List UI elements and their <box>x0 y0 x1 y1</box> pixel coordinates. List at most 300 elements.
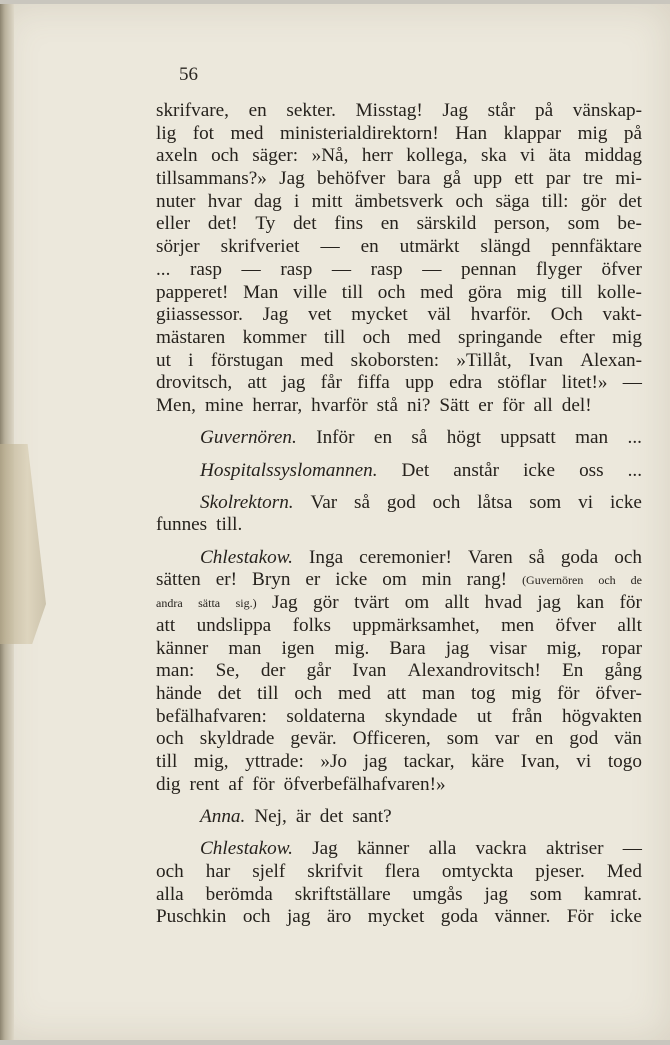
word: del! <box>561 394 592 416</box>
word: herrar, <box>252 394 303 416</box>
text-line <box>156 884 642 907</box>
word: soldaterna <box>286 705 366 727</box>
word: ceremonier! <box>359 546 452 568</box>
word: skrifvare, <box>156 100 229 121</box>
word: be- <box>617 213 642 235</box>
word: ut <box>156 349 171 371</box>
word: en <box>535 728 554 750</box>
word: Varen <box>467 546 513 568</box>
word: behöfver <box>317 168 386 190</box>
word: upp <box>405 372 434 394</box>
word: skrifveriet <box>220 236 300 258</box>
word: vi <box>520 145 536 167</box>
word: Ty <box>255 213 276 235</box>
word: vän <box>614 728 642 750</box>
word: Ivan <box>528 349 563 371</box>
word: och <box>156 728 184 750</box>
word: det! <box>207 213 238 235</box>
word: ministerialdirektorn! <box>279 122 439 144</box>
word: nuter <box>156 190 196 212</box>
word: att <box>247 372 267 394</box>
word: pjeser. <box>535 860 585 882</box>
word: och <box>455 190 484 212</box>
word: ska <box>481 145 507 167</box>
word: det <box>217 682 242 704</box>
word: sig.) <box>235 596 257 611</box>
text-line <box>156 615 642 638</box>
text-line <box>156 213 642 236</box>
paragraph-gap <box>156 796 642 806</box>
word: tillsammans?» <box>156 168 267 190</box>
bookmark-ribbon <box>0 444 46 644</box>
word: Men, <box>156 394 196 416</box>
word: er <box>305 569 321 591</box>
word: hände <box>156 682 202 704</box>
word: fiffa <box>357 372 390 394</box>
word: Det <box>401 459 430 481</box>
word: alla <box>428 838 457 860</box>
text-line <box>156 683 642 706</box>
word: alla <box>156 883 184 905</box>
word: icke <box>523 459 556 481</box>
word: jag <box>281 372 306 394</box>
word: kollega, <box>406 145 468 167</box>
word: med <box>337 682 371 704</box>
word: »Tillåt, <box>456 349 512 371</box>
text-line <box>156 304 642 327</box>
word: upp <box>473 168 503 190</box>
word: Med <box>606 860 642 882</box>
body-text <box>156 100 642 929</box>
word: jag <box>286 906 311 928</box>
word: pennan <box>461 258 517 280</box>
word: Bara <box>389 637 426 659</box>
word: icke <box>609 906 642 928</box>
word: en <box>248 100 267 121</box>
word: och <box>156 860 184 882</box>
word: yttrade: <box>245 750 304 772</box>
word: mig, <box>193 750 229 772</box>
speaker-name: Chlestakow. <box>200 838 293 860</box>
word: visar <box>489 637 527 659</box>
word: fot <box>192 122 215 144</box>
word: eller <box>156 213 191 235</box>
word: sätta <box>198 596 221 611</box>
word: de <box>630 573 642 588</box>
word: middag <box>584 145 642 167</box>
word: Var <box>310 491 338 513</box>
word: till: <box>541 190 569 212</box>
word: vänskap- <box>572 100 642 121</box>
word: man <box>228 637 262 659</box>
text-line <box>156 327 642 350</box>
word: för <box>557 682 580 704</box>
word: som <box>529 491 562 513</box>
text-line <box>156 100 642 123</box>
word: jag <box>484 883 508 905</box>
text-line <box>156 168 642 191</box>
speaker-name: Hospitalssyslomannen. <box>200 459 378 481</box>
word: drovitsch, <box>156 372 233 394</box>
word: var <box>494 728 520 750</box>
text-line <box>156 569 642 592</box>
text-line <box>156 861 642 884</box>
word: ... <box>627 459 642 481</box>
word: mästaren <box>156 326 226 348</box>
word: står <box>487 100 516 121</box>
word: Nej, <box>254 805 287 827</box>
paragraph-gap <box>156 537 642 547</box>
word: Ivan <box>352 660 387 682</box>
paragraph-gap <box>156 482 642 492</box>
word: allt <box>444 592 470 614</box>
word: mine <box>204 394 244 416</box>
word: om <box>382 569 407 591</box>
word: jag <box>537 592 561 614</box>
word: mycket <box>351 304 408 326</box>
word: mitt <box>311 190 343 212</box>
word: kan <box>576 592 605 614</box>
word: anstår <box>453 459 500 481</box>
word: Jag <box>272 592 298 614</box>
word: kamrat. <box>583 883 642 905</box>
word: rasp <box>370 258 403 280</box>
text-line <box>156 145 642 168</box>
word: mig <box>577 122 608 144</box>
word: och <box>242 906 271 928</box>
word: äta <box>548 145 571 167</box>
word: Jag <box>442 100 468 121</box>
speaker-name: Chlestakow. <box>200 546 293 568</box>
word: för <box>252 773 275 795</box>
word: icke <box>609 491 642 513</box>
word: sätten <box>156 569 201 591</box>
word: klappar <box>503 122 562 144</box>
word: man <box>422 682 456 704</box>
word: mig, <box>546 637 582 659</box>
word: väl <box>427 304 451 326</box>
word: togo <box>607 750 642 772</box>
word: bara <box>397 168 431 190</box>
word: i <box>188 349 194 371</box>
word: skrifvit <box>307 860 363 882</box>
word: jag <box>445 637 470 659</box>
word: vänner. <box>494 906 551 928</box>
word: sekter. <box>286 100 336 121</box>
word: tvärt <box>354 592 390 614</box>
word: hvad <box>484 592 522 614</box>
word: allt <box>617 614 642 636</box>
word: man: <box>156 660 195 682</box>
word: och <box>362 326 391 348</box>
word: stå <box>376 394 398 416</box>
word: god <box>386 491 416 513</box>
word: hvarför <box>311 394 368 416</box>
word: känner <box>357 838 410 860</box>
word: till. <box>216 514 243 536</box>
word: min <box>421 569 452 591</box>
word: efter <box>559 326 595 348</box>
word: icke <box>335 569 368 591</box>
word: till <box>257 682 279 704</box>
word: det <box>319 805 344 827</box>
word: kommer <box>242 326 307 348</box>
word: »Nå, <box>311 145 349 167</box>
word: göra <box>467 281 502 303</box>
word: Se, <box>215 660 240 682</box>
speaker-name: Guvernören. <box>200 427 297 449</box>
word: får <box>320 372 342 394</box>
word: litet!» <box>561 372 608 394</box>
word: uppsatt <box>500 427 556 449</box>
word: hvarför. <box>470 304 531 326</box>
word: flera <box>384 860 420 882</box>
word: skyldrade <box>199 728 275 750</box>
word: käre <box>471 750 505 772</box>
word: er! <box>215 569 238 591</box>
word: högt <box>446 427 481 449</box>
word: vackra <box>475 838 527 860</box>
word: öfver <box>555 614 597 636</box>
word: stöflar <box>497 372 547 394</box>
word: »Jo <box>320 750 348 772</box>
word: är <box>295 805 311 827</box>
word: dig <box>156 773 181 795</box>
word: vakt- <box>602 304 642 326</box>
word: tre <box>582 168 603 190</box>
word: skyndade <box>384 705 458 727</box>
word: Bryn <box>252 569 291 591</box>
word: lig <box>156 122 177 144</box>
text-line <box>156 660 642 683</box>
text-line <box>156 751 642 774</box>
paragraph-gap <box>156 418 642 428</box>
word: En <box>562 660 584 682</box>
word: tog <box>470 682 496 704</box>
word: skoborsten: <box>350 349 440 371</box>
word: befälhafvaren: <box>156 705 267 727</box>
word: berömda <box>205 883 273 905</box>
word: Sätt <box>439 394 470 416</box>
word: det <box>293 213 317 235</box>
word: papperet! <box>156 281 229 303</box>
word: gör <box>313 592 339 614</box>
word: springande <box>458 326 543 348</box>
word: rent <box>189 773 220 795</box>
book-page <box>0 4 670 1040</box>
text-line <box>156 236 642 259</box>
word: Inför <box>316 427 355 449</box>
word: all <box>533 394 553 416</box>
word: dag <box>254 190 282 212</box>
text-line <box>156 372 642 395</box>
word: — <box>320 236 340 258</box>
word: skriftställare <box>294 883 391 905</box>
paragraph-gap <box>156 450 642 460</box>
word: till <box>341 281 364 303</box>
word: slängd <box>480 236 531 258</box>
word: För <box>566 906 594 928</box>
word: som <box>446 728 479 750</box>
text-line <box>156 838 642 861</box>
word: gå <box>442 168 462 190</box>
word: Jag <box>262 304 289 326</box>
word: andra <box>156 596 183 611</box>
word: gevär. <box>290 728 337 750</box>
word: — <box>422 258 442 280</box>
page-number: 56 <box>179 64 198 85</box>
word: folks <box>292 614 331 636</box>
word: par <box>545 168 571 190</box>
word: om <box>404 592 430 614</box>
word: — <box>331 258 352 280</box>
word: högvakten <box>562 705 642 727</box>
word: känner <box>156 637 209 659</box>
word: hvar <box>207 190 242 212</box>
word: pennfäktare <box>551 236 642 258</box>
text-line <box>156 259 642 282</box>
text-line <box>156 395 642 418</box>
word: af <box>228 773 244 795</box>
paragraph-gap <box>156 829 642 839</box>
word: rang! <box>466 569 508 591</box>
text-line <box>156 547 642 570</box>
word: omtyckta <box>441 860 514 882</box>
word: giiassessor. <box>156 304 243 326</box>
word: och <box>294 682 323 704</box>
word: Och <box>550 304 583 326</box>
word: gång <box>604 660 642 682</box>
word: men <box>501 614 535 636</box>
word: — <box>241 258 261 280</box>
word: på <box>623 122 642 144</box>
word: så <box>528 546 545 568</box>
text-line <box>156 906 642 929</box>
word: vi <box>578 491 594 513</box>
word: Puschkin <box>156 906 227 928</box>
word: öfver <box>601 258 642 280</box>
word: axeln <box>156 145 198 167</box>
text-line <box>156 728 642 751</box>
word: för <box>619 592 642 614</box>
word: en <box>380 213 399 235</box>
word: för <box>502 394 525 416</box>
word: rasp <box>280 258 313 280</box>
word: till <box>561 281 583 303</box>
word: Man <box>243 281 279 303</box>
word: kolle- <box>597 281 642 303</box>
word: igen <box>281 637 315 659</box>
word: vi <box>576 750 592 772</box>
text-line <box>156 774 642 797</box>
word: undslippa <box>196 614 272 636</box>
word: rasp <box>189 258 222 280</box>
text-line <box>156 638 642 661</box>
word: ... <box>156 258 171 280</box>
word: goda <box>440 906 479 928</box>
word: särskild <box>416 213 477 235</box>
word: så <box>411 427 428 449</box>
word: mig <box>511 682 542 704</box>
word: ämbetsverk <box>354 190 444 212</box>
word: en <box>360 236 379 258</box>
word: till <box>323 326 346 348</box>
word: sjelf <box>252 860 286 882</box>
word: — <box>622 372 642 394</box>
word: att <box>156 614 176 636</box>
word: er <box>478 394 494 416</box>
word: med <box>230 122 264 144</box>
word: umgås <box>412 883 463 905</box>
word: sörjer <box>156 236 200 258</box>
word: från <box>511 705 543 727</box>
word: funnes <box>156 514 208 536</box>
text-line <box>156 706 642 729</box>
word: sant? <box>352 805 392 827</box>
text-line <box>156 806 642 829</box>
word: en <box>373 427 393 449</box>
word: Ivan, <box>520 750 560 772</box>
text-line <box>156 592 642 615</box>
word: med <box>300 349 334 371</box>
word: (Guvernören <box>522 573 584 588</box>
word: Alexandrovitsch! <box>407 660 541 682</box>
word: mig <box>612 326 642 348</box>
word: på <box>534 100 554 121</box>
text-line <box>156 514 642 537</box>
word: aktriser <box>545 838 604 860</box>
word: Misstag! <box>355 100 423 121</box>
word: öfverbefälhafvaren!» <box>283 773 446 795</box>
text-line <box>156 123 642 146</box>
word: med <box>407 326 441 348</box>
text-line <box>156 492 642 515</box>
word: tackar, <box>403 750 455 772</box>
word: ville <box>292 281 328 303</box>
word: som <box>529 883 562 905</box>
word: man <box>575 427 609 449</box>
word: låtsa <box>477 491 513 513</box>
word: som <box>567 213 600 235</box>
word: har <box>205 860 231 882</box>
word: Alexan- <box>580 349 642 371</box>
word: förstugan <box>210 349 284 371</box>
word: i <box>294 190 300 212</box>
text-line <box>156 460 642 483</box>
word: mi- <box>615 168 642 190</box>
speaker-name: Skolrektorn. <box>200 491 294 513</box>
word: der <box>260 660 286 682</box>
word: mig <box>516 281 547 303</box>
word: säger: <box>252 145 299 167</box>
word: till <box>156 750 178 772</box>
word: att <box>386 682 407 704</box>
word: Officeren, <box>352 728 431 750</box>
word: äro <box>326 906 352 928</box>
word: — <box>622 838 642 860</box>
word: och <box>211 145 239 167</box>
speaker-name: Anna. <box>200 805 246 827</box>
word: mycket <box>367 906 425 928</box>
word: edra <box>449 372 483 394</box>
word: Han <box>455 122 488 144</box>
word: och <box>614 546 642 568</box>
word: god <box>569 728 599 750</box>
word: och <box>598 573 616 588</box>
word: vet <box>308 304 332 326</box>
word: oss <box>579 459 604 481</box>
word: utmärkt <box>399 236 460 258</box>
